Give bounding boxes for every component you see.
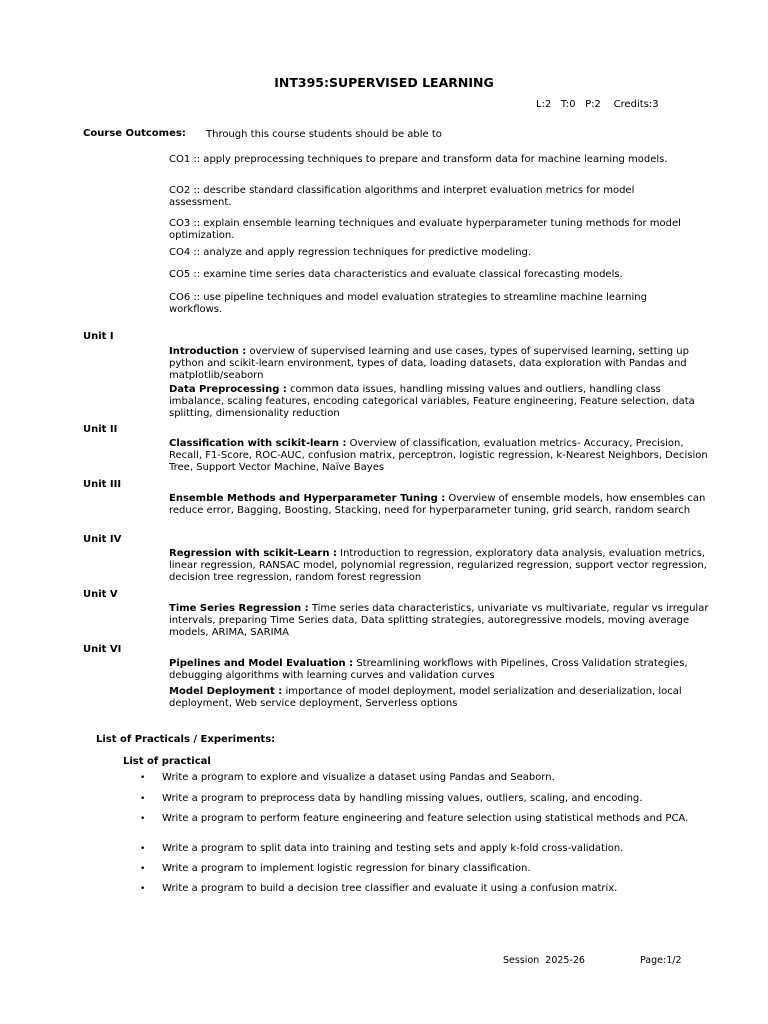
bullet-icon: •	[140, 773, 146, 783]
topic-text: Introduction to regression, exploratory data analysis, evaluation metrics, linear regression, RANSAC model, polynomial regression, regularized regression, support vector regression, decision tree regression, random forest regression	[169, 548, 707, 583]
course-outcome-item: CO5 :: examine time series data characteristics and evaluate classical forecasting models.	[169, 269, 623, 280]
topic-text: Overview of classification, evaluation metrics- Accuracy, Precision, Recall, F1-Score, ROC-AUC, confusion matrix, perceptron, logistic regression, k-Nearest Neighbors, Decision Tree, Support Vector Machine, Naïve Bayes	[169, 438, 708, 473]
topic-heading: Regression with scikit-Learn :	[169, 548, 337, 559]
credit-structure: L:2 T:0 P:2 Credits:3	[536, 99, 659, 110]
topic-text: Time series data characteristics, univariate vs multivariate, regular vs irregular intervals, preparing Time Series data, Data splitting strategies, autoregressive models, moving average models, ARIMA, SARIMA	[169, 603, 709, 638]
topic-heading: Classification with scikit-learn :	[169, 438, 347, 449]
unit-topic	[169, 548, 709, 584]
bullet-icon: •	[140, 864, 146, 874]
practicals-heading: List of Practicals / Experiments:	[96, 734, 276, 745]
unit-topic	[169, 493, 709, 517]
topic-text: common data issues, handling missing values and outliers, handling class imbalance, scaling features, encoding categorical variables, Feature engineering, Feature selection, data splitting, dimensionality reduction	[169, 384, 695, 419]
course-outcomes-intro: Through this course students should be able to	[206, 129, 442, 140]
course-outcome-item: CO6 :: use pipeline techniques and model evaluation strategies to streamline machine learning workflows.	[169, 292, 647, 315]
unit-label: Unit VI	[83, 644, 122, 655]
practical-item: Write a program to explore and visualize a dataset using Pandas and Seaborn.	[162, 772, 555, 783]
unit-topic	[169, 686, 709, 710]
practical-item: Write a program to implement logistic regression for binary classification.	[162, 863, 531, 874]
unit-topic	[169, 346, 709, 382]
practical-item: Write a program to preprocess data by handling missing values, outliers, scaling, and encoding.	[162, 793, 643, 804]
course-outcome-item: CO3 :: explain ensemble learning techniques and evaluate hyperparameter tuning methods for model optimization.	[169, 218, 681, 241]
topic-text: importance of model deployment, model serialization and deserialization, local deployment, Web service deployment, Serverless options	[169, 686, 682, 709]
topic-heading: Pipelines and Model Evaluation :	[169, 658, 354, 669]
practical-item: Write a program to build a decision tree classifier and evaluate it using a confusion matrix.	[162, 883, 618, 894]
course-outcome-item: CO2 :: describe standard classification algorithms and interpret evaluation metrics for model assessment.	[169, 185, 635, 208]
topic-text: Overview of ensemble models, how ensembles can reduce error, Bagging, Boosting, Stacking, need for hyperparameter tuning, grid search, random search	[169, 493, 706, 516]
bullet-icon: •	[140, 794, 146, 804]
unit-label: Unit II	[83, 424, 118, 435]
bullet-icon: •	[140, 844, 146, 854]
topic-text: overview of supervised learning and use cases, types of supervised learning, setting up python and scikit-learn environment, types of data, loading datasets, data exploration with Pandas and matplotlib/seaborn	[169, 346, 689, 381]
bullet-icon: •	[140, 814, 146, 824]
unit-topic	[169, 658, 709, 682]
unit-label: Unit I	[83, 331, 114, 342]
unit-label: Unit V	[83, 589, 118, 600]
unit-label: Unit III	[83, 479, 122, 490]
course-outcomes-label: Course Outcomes:	[83, 128, 186, 139]
unit-topic	[169, 384, 709, 420]
topic-heading: Ensemble Methods and Hyperparameter Tuning :	[169, 493, 446, 504]
footer-page-number: Page:1/2	[640, 955, 682, 966]
footer-session: Session 2025-26	[503, 955, 585, 966]
unit-topic	[169, 603, 709, 639]
practical-item: Write a program to perform feature engineering and feature selection using statistical methods and PCA.	[162, 813, 689, 824]
unit-topic	[169, 438, 709, 474]
topic-heading: Introduction :	[169, 346, 247, 357]
practicals-subheading: List of practical	[123, 756, 211, 767]
practical-item: Write a program to split data into training and testing sets and apply k-fold cross-validation.	[162, 843, 624, 854]
course-outcome-item: CO1 :: apply preprocessing techniques to prepare and transform data for machine learning models.	[169, 154, 668, 165]
topic-heading: Data Preprocessing :	[169, 384, 287, 395]
unit-label: Unit IV	[83, 534, 122, 545]
course-title: INT395:SUPERVISED LEARNING	[274, 75, 494, 90]
topic-heading: Model Deployment :	[169, 686, 283, 697]
course-outcome-item: CO4 :: analyze and apply regression techniques for predictive modeling.	[169, 247, 532, 258]
topic-heading: Time Series Regression :	[169, 603, 309, 614]
topic-text: Streamlining workflows with Pipelines, Cross Validation strategies, debugging algorithms with learning curves and validation curves	[169, 658, 688, 681]
bullet-icon: •	[140, 884, 146, 894]
